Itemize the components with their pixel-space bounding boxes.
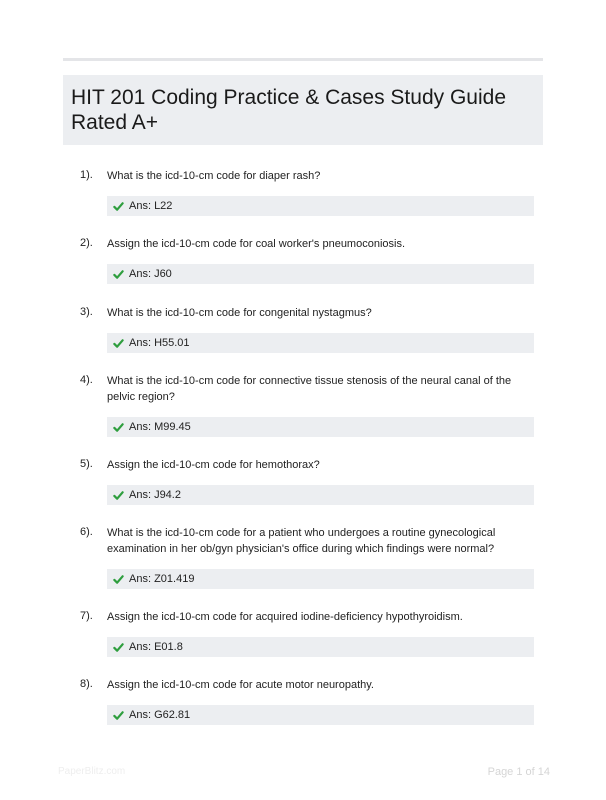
answer-box (107, 417, 534, 437)
answer-text: Ans: M99.45 (129, 421, 191, 433)
top-divider (63, 58, 543, 61)
question-text: Assign the icd-10-cm code for hemothorax? (107, 459, 320, 471)
question-text: What is the icd-10-cm code for a patient who undergoes a routine gynecological examination in her ob/gyn physician's office during which findings were normal? (107, 527, 496, 555)
question-text: What is the icd-10-cm code for congenital nystagmus? (107, 307, 372, 319)
check-icon (113, 710, 124, 721)
answer-box (107, 264, 534, 284)
question-text: Assign the icd-10-cm code for acquired iodine-deficiency hypothyroidism. (107, 611, 463, 623)
check-icon (113, 422, 124, 433)
question-block (80, 373, 536, 437)
answer-text: Ans: Z01.419 (129, 573, 195, 585)
question-number: 7). (80, 610, 93, 622)
check-icon (113, 201, 124, 212)
question-text: What is the icd-10-cm code for diaper rash? (107, 170, 321, 182)
answer-text: Ans: E01.8 (129, 641, 183, 653)
question-number: 3). (80, 306, 93, 318)
question-number: 1). (80, 169, 93, 181)
answer-box (107, 569, 534, 589)
question-block (80, 609, 536, 657)
answer-box (107, 196, 534, 216)
answer-text: Ans: J94.2 (129, 489, 181, 501)
question-number: 2). (80, 237, 93, 249)
answer-box (107, 333, 534, 353)
question-text: Assign the icd-10-cm code for coal worker's pneumoconiosis. (107, 238, 406, 250)
answer-text: Ans: H55.01 (129, 337, 190, 349)
question-block (80, 236, 536, 284)
answer-text: Ans: G62.81 (129, 709, 191, 721)
answer-box (107, 705, 534, 725)
question-number: 4). (80, 374, 93, 386)
question-text: Assign the icd-10-cm code for acute motor neuropathy. (107, 679, 374, 691)
page-title: HIT 201 Coding Practice & Cases Study Guide Rated A+ (71, 86, 507, 134)
title-banner (63, 75, 543, 145)
question-block (80, 305, 536, 353)
question-block (80, 457, 536, 505)
check-icon (113, 574, 124, 585)
page-number: Page 1 of 14 (487, 766, 550, 778)
check-icon (113, 490, 124, 501)
answer-box (107, 637, 534, 657)
question-block (80, 168, 536, 216)
question-number: 5). (80, 458, 93, 470)
question-text: What is the icd-10-cm code for connective tissue stenosis of the neural canal of the pelvic region? (107, 375, 512, 403)
question-number: 6). (80, 526, 93, 538)
answer-text: Ans: J60 (129, 268, 172, 280)
answer-box (107, 485, 534, 505)
check-icon (113, 642, 124, 653)
question-block (80, 677, 536, 725)
answer-text: Ans: L22 (129, 200, 173, 212)
question-number: 8). (80, 678, 93, 690)
question-block (80, 525, 536, 589)
check-icon (113, 269, 124, 280)
check-icon (113, 338, 124, 349)
footer-watermark: PaperBlitz.com (58, 766, 126, 777)
